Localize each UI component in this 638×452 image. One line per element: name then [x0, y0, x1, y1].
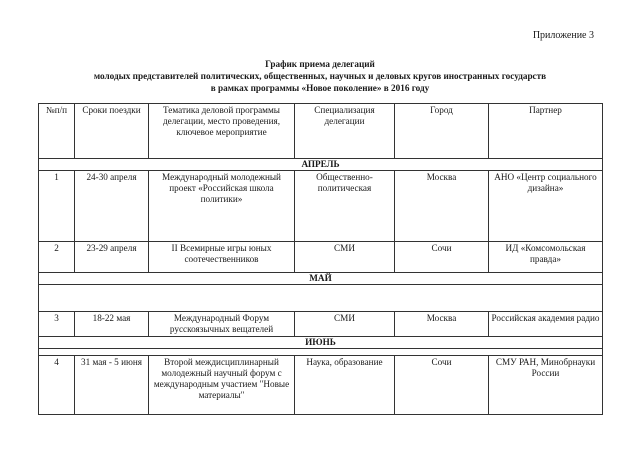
col-header-dates: Сроки поездки	[75, 104, 149, 159]
col-header-num: №п/п	[39, 104, 75, 159]
table-row	[39, 242, 603, 273]
month-row-april	[39, 159, 603, 171]
cell-city: Сочи	[395, 356, 489, 415]
cell-topic: Международный молодежный проект «Российская школа политики»	[149, 171, 295, 242]
month-label: ИЮНЬ	[39, 337, 603, 349]
cell-specialization: СМИ	[295, 242, 395, 273]
spacer-row	[39, 285, 603, 312]
cell-num: 2	[39, 242, 75, 273]
cell-city: Сочи	[395, 242, 489, 273]
cell-partner: СМУ РАН, Минобрнауки России	[489, 356, 603, 415]
cell-dates: 24-30 апреля	[75, 171, 149, 242]
table-row	[39, 356, 603, 415]
title-line-1: График приема делегаций	[265, 59, 375, 69]
document-title	[40, 58, 600, 94]
cell-topic: II Всемирные игры юных соотечественников	[149, 242, 295, 273]
title-line-2: молодых представителей политических, общественных, научных и деловых кругов иностранных государств	[93, 71, 547, 81]
cell-specialization: Общественно-политическая	[295, 171, 395, 242]
month-row-may	[39, 273, 603, 285]
cell-topic: Международный Форум русскоязычных вещателей	[149, 312, 295, 337]
cell-partner: Российская академия радио	[489, 312, 603, 337]
col-header-topic: Тематика деловой программы делегации, место проведения, ключевое мероприятие	[149, 104, 295, 159]
spacer-row	[39, 349, 603, 356]
cell-num: 3	[39, 312, 75, 337]
cell-num: 1	[39, 171, 75, 242]
delegation-schedule-table	[38, 103, 603, 415]
month-label: АПРЕЛЬ	[39, 159, 603, 171]
table-row	[39, 171, 603, 242]
col-header-partner: Партнер	[489, 104, 603, 159]
month-row-june	[39, 337, 603, 349]
cell-topic: Второй междисциплинарный молодежный научный форум с международным участием "Новые материалы"	[149, 356, 295, 415]
col-header-specialization: Специализация делегации	[295, 104, 395, 159]
cell-specialization: Наука, образование	[295, 356, 395, 415]
spacer-cell	[39, 285, 603, 312]
cell-partner: АНО «Центр социального дизайна»	[489, 171, 603, 242]
cell-num: 4	[39, 356, 75, 415]
month-label: МАЙ	[39, 273, 603, 285]
cell-dates: 18-22 мая	[75, 312, 149, 337]
table-header-row	[39, 104, 603, 159]
cell-dates: 31 мая - 5 июня	[75, 356, 149, 415]
cell-city: Москва	[395, 171, 489, 242]
cell-dates: 23-29 апреля	[75, 242, 149, 273]
appendix-label: Приложение 3	[532, 30, 594, 41]
col-header-city: Город	[395, 104, 489, 159]
cell-city: Москва	[395, 312, 489, 337]
spacer-cell	[39, 349, 603, 356]
title-line-3: в рамках программы «Новое поколение» в 2016 году	[210, 83, 430, 93]
cell-partner: ИД «Комсомольская правда»	[489, 242, 603, 273]
table-row	[39, 312, 603, 337]
cell-specialization: СМИ	[295, 312, 395, 337]
